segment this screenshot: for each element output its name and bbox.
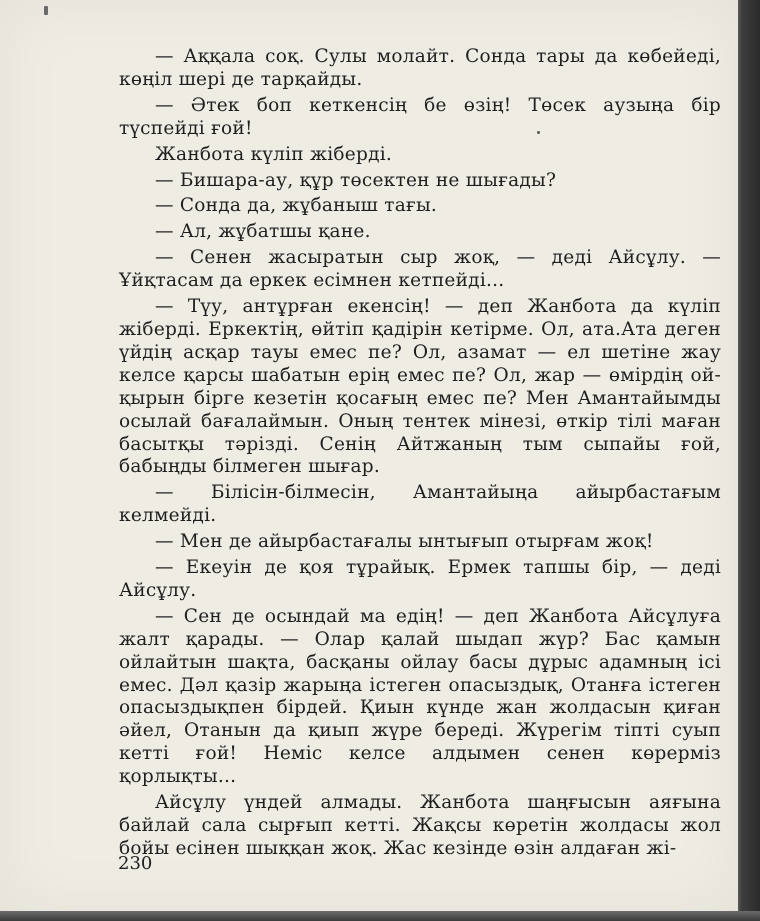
paragraph-13: Айсұлу үндей алмады. Жанбота шаңғысын аяғына байлай сала сырғып кетті. Жақсы көретін жолдасы жол бойы есінен шыққан жоқ. Жас кезінде өзін алдаған жі- bbox=[119, 792, 721, 859]
page-edge-bottom bbox=[0, 911, 760, 921]
paragraph-1: — Аққала соқ. Сулы молайт. Сонда тары да көбейеді, көңіл шері де тарқайды. bbox=[119, 46, 721, 90]
paragraph-12: — Сен де осындай ма едің! — деп Жанбота Айсұлуға жалт қарады. — Олар қалай шыдап жүр? Бас қамын ойлайтын шақта, басқаны ойлау басы дұрыс адамның ісі емес. Дәл қазір жарыңа істеген опасыздық, Отанға істеген опасыздықпен бірдей. Қиын күнде жан жолдасын қиған әйел, Отанын да қиып жүре береді. Жүрегім тіпті суып кетті ғой! Неміс келсе алдымен сенен көрерміз қорлықты... bbox=[119, 605, 721, 788]
page-number: 230 bbox=[118, 853, 153, 874]
paragraph-7: — Сенен жасыратын сыр жоқ, — деді Айсұлу. — Ұйқтасам да еркек есімнен кетпейді... bbox=[119, 247, 721, 292]
paragraph-4: — Бишара-ау, құр төсектен не шығады? bbox=[155, 169, 557, 191]
paragraph-8: — Түу, антұрған екенсің! — деп Жанбота да күліп жіберді. Еркектің, өйтіп қадірін кетірме. Ол, ата.Ата деген үйдің асқар тауы емес пе? Ол, азамат — ел шетіне жау келсе қарсы шабатын ерің емес пе? Ол, жар — өмірдің ой-қырын бірге кезетін қосағың емес пе? Мен Амантайымды осылай бағалаймын. Оның тентек мінезі, өткір тілі маған басытқы тәрізді. Сенің Айтжаның тым сыпайы ғой, бабыңды білмеген шығар. bbox=[119, 296, 721, 478]
paragraph-3: Жанбота күліп жіберді. bbox=[155, 143, 393, 165]
paragraph-9: — Білісін-білмесін, Амантайыңа айырбастағым келмейді. bbox=[119, 482, 721, 527]
paragraph-11: — Екеуін де қоя тұрайық. Ермек тапшы бір, — деді Айсұлу. bbox=[119, 557, 721, 601]
paragraph-10: — Мен де айырбастағалы ынтығып отырғам жоқ! bbox=[155, 531, 654, 553]
paragraph-6: — Ал, жұбатшы қане. bbox=[155, 221, 371, 243]
page-text bbox=[119, 46, 721, 864]
paragraph-5: — Сонда да, жұбаныш тағы. bbox=[155, 195, 438, 217]
paragraph-2: — Әтек боп кеткенсің бе өзің! Төсек аузыңа бір түспейді ғой! bbox=[119, 94, 721, 139]
scan-mark bbox=[44, 6, 48, 15]
page-edge-right bbox=[738, 0, 760, 921]
